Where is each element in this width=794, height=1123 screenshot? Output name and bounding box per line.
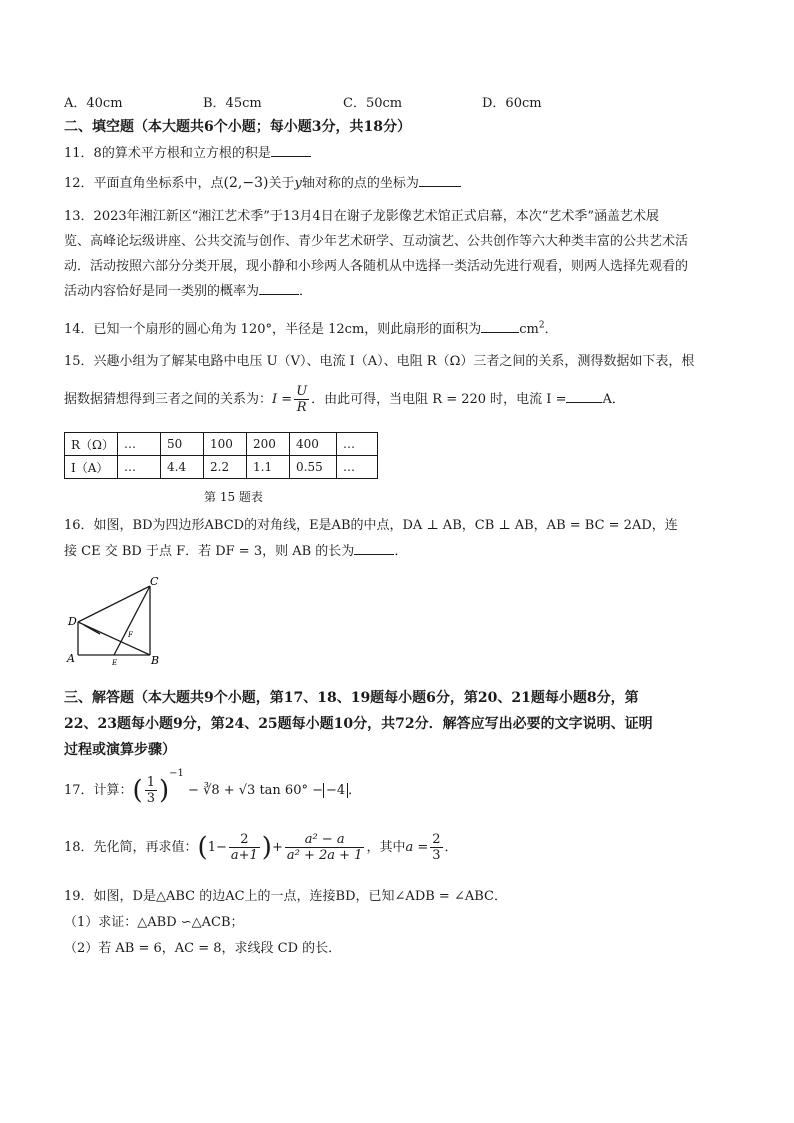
q13-line-3: 动．活动按照六部分分类开展，现小静和小珍两人各随机从中选择一类活动先进行观看，则两人选择先观看的 — [64, 259, 689, 274]
question-18: 18．先化简，再求值：(1− $\frac{2}{a+1}$ )+ $\frac{\text{a² − a}}{\text{a² + 2a + 1}}$ ，其中a = $\frac{2}{3}$ ． — [64, 832, 458, 863]
table-cell: R（Ω） — [65, 433, 118, 456]
label-e: E — [112, 659, 118, 667]
table-cell: 400 — [290, 433, 337, 456]
q10-option-a: A．40cm — [64, 96, 123, 111]
q19-part-2: （2）若 AB = 6，AC = 8，求线段 CD 的长． — [64, 941, 342, 956]
q12-var: y — [294, 176, 302, 191]
q10-option-b: B．45cm — [203, 96, 262, 111]
segment-dc — [78, 586, 150, 622]
label-c: C — [150, 576, 159, 588]
q15-formula-fraction: $\frac{U}{R}$ — [296, 384, 308, 415]
q15-line-1: 15．兴趣小组为了解某电路中电压 U（V）、电流 I（A）、电阻 R（Ω）三者之间的关系，测得数据如下表，根 — [64, 354, 695, 369]
question-11 — [64, 142, 311, 161]
q15-line-2: 据数据猜想得到三者之间的关系为：I = $\frac{U}{R}$ ．由此可得，当电阻 R = 220 时，电流 I = A． — [64, 384, 625, 415]
q18-prefix: 18．先化简，再求值： — [64, 840, 198, 855]
table-row — [65, 433, 378, 456]
question-14: 14．已知一个扇形的圆心角为 120°，半径是 12cm，则此扇形的面积为 $cm^2$． — [64, 320, 558, 337]
q15-data-table — [64, 432, 378, 479]
q12-answer-blank — [419, 174, 461, 187]
table-cell: I（A） — [65, 456, 118, 479]
q18-fraction-1: $\frac{2}{a+1}$ — [230, 832, 258, 863]
table-cell: … — [118, 433, 161, 456]
tick-mark-d — [84, 625, 100, 634]
q12-suffix: 轴对称的点的坐标为 — [301, 176, 419, 191]
table-cell: 100 — [204, 433, 247, 456]
q17-absolute-value: −4 — [323, 783, 348, 798]
label-d: D — [68, 615, 77, 628]
table-cell: … — [118, 456, 161, 479]
question-19 — [64, 884, 732, 962]
section3-heading: 三、解答题（本大题共9个小题，第17、18、19题每小题6分，第20、21题每小题8分，第 22、23题每小题9分，第24、25题每小题10分，共72分．解答应写出必要的文字说明、证明 过程或演算步骤） — [64, 690, 653, 758]
section2-heading: 二、填空题（本大题共6个小题；每小题3分，共18分） — [64, 119, 411, 135]
segment-ce — [114, 586, 150, 655]
q15-table-caption: 第 15 题表 — [204, 490, 263, 504]
question-13 — [64, 204, 732, 304]
q10-option-d: D．60cm — [482, 96, 542, 111]
q16-line-2: 接 CE 交 BD 于点 F．若 DF = 3，则 AB 的长为 ． — [64, 544, 408, 559]
table-cell: 1.1 — [247, 456, 290, 479]
label-a: A — [67, 652, 75, 665]
q18-fraction-3: $\frac{2}{3}$ — [432, 832, 441, 863]
q19-part-1: （1）求证：△ABD ∽△ACB； — [64, 915, 244, 930]
table-cell: 2.2 — [204, 456, 247, 479]
table-cell: 200 — [247, 433, 290, 456]
q11-text: 11．8的算术平方根和立方根的积是 — [64, 146, 271, 161]
question-17: 17．计算：( $\frac{1}{3}$ )$^{-1}$ − ∛8 + √3 tan 60° − −4 ． — [64, 768, 362, 806]
q12-middle: 关于 — [268, 176, 295, 191]
question-12 — [64, 172, 461, 191]
q10-option-c: C．50cm — [343, 96, 403, 111]
table-cell: 50 — [161, 433, 204, 456]
table-cell: … — [337, 456, 378, 479]
q12-point: (2,−3) — [223, 175, 269, 191]
table-cell: 4.4 — [161, 456, 204, 479]
label-b: B — [151, 654, 160, 667]
q13-line-4: 活动内容恰好是同一类别的概率为 ． — [64, 284, 313, 299]
q15-formula-lhs: I = — [272, 392, 293, 407]
q13-line-2: 览、高峰论坛级讲座、公共交流与创作、青少年艺术研学、互动演艺、公共创作等六大种类丰富的公共艺术活 — [64, 234, 689, 249]
q17-prefix: 17．计算： — [64, 783, 133, 798]
table-cell: … — [337, 433, 378, 456]
q14-answer-blank — [481, 320, 519, 333]
segment-bd — [78, 622, 150, 655]
q11-answer-blank — [271, 144, 311, 157]
q18-fraction-2: $\frac{\text{a² − a}}{\text{a² + 2a + 1}}$ — [286, 832, 363, 863]
q12-prefix: 12．平面直角坐标系中，点 — [64, 176, 224, 191]
table-row — [65, 456, 378, 479]
q14-unit: cm — [519, 322, 539, 337]
q17-terms: − ∛8 + √3 tan 60° − — [183, 783, 323, 798]
q17-exponent: −1 — [169, 768, 184, 779]
q16-line-1: 16．如图，BD为四边形ABCD的对角线，E是AB的中点，DA ⊥ AB，CB ⊥ AB，AB = BC = 2AD，连 — [64, 518, 678, 533]
q13-answer-blank — [259, 282, 299, 295]
q16-answer-blank — [354, 542, 394, 555]
q16-figure — [62, 576, 172, 668]
table-cell: 0.55 — [290, 456, 337, 479]
q17-fraction: $\frac{1}{3}$ — [146, 775, 155, 806]
label-f: F — [128, 631, 133, 639]
q14-unit-exponent: 2 — [538, 320, 545, 331]
q15-answer-blank — [566, 390, 602, 403]
q13-line-1: 13．2023年湘江新区“湘江艺术季”于13月4日在谢子龙影像艺术馆正式启幕，本次“艺术季”涵盖艺术展 — [64, 209, 660, 224]
q19-stem: 19．如图，D是△ABC 的边AC上的一点，连接BD，已知∠ADB = ∠ABC． — [64, 889, 507, 904]
q14-text: 14．已知一个扇形的圆心角为 120°，半径是 12cm，则此扇形的面积为 — [64, 322, 482, 337]
